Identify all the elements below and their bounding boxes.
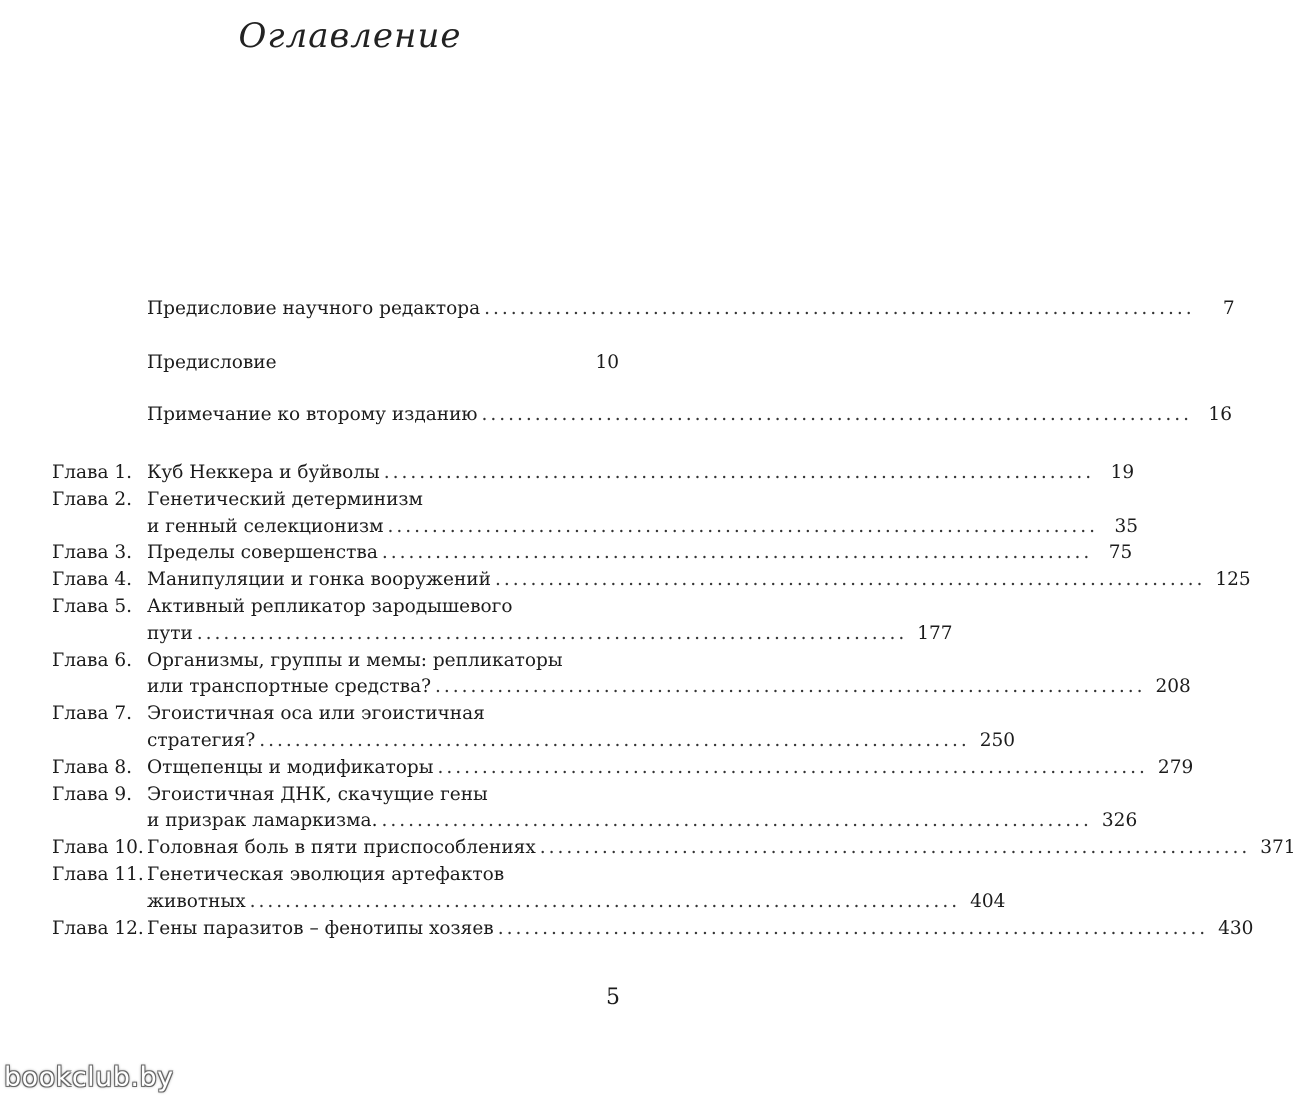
chapter-page: 404 — [970, 890, 1006, 912]
chapter-title: пути — [147, 622, 193, 644]
chapter-label: Глава 11. — [52, 863, 144, 885]
chapter-title: стратегия? — [147, 729, 256, 751]
toc-entry-second-edition-note — [147, 404, 1232, 425]
toc-chapter-entry — [0, 487, 1138, 541]
chapter-page: 430 — [1218, 917, 1254, 939]
chapter-title: Гены паразитов – фенотипы хозяев — [147, 917, 494, 939]
chapter-page: 75 — [1108, 542, 1133, 564]
toc-chapter-entry — [0, 648, 1191, 702]
toc-entry-page: 10 — [595, 352, 619, 373]
dot-leader: ................................................................................ — [259, 729, 970, 751]
toc-chapter-entry — [0, 862, 1006, 916]
chapter-page: 326 — [1101, 810, 1138, 832]
page-title: Оглавление — [238, 16, 462, 56]
chapter-title: Отщепенцы и модификаторы — [147, 756, 434, 778]
dot-leader: ................................................................................ — [249, 890, 961, 912]
chapter-label: Глава 6. — [52, 649, 133, 671]
dot-leader: ................................................................................ — [497, 917, 1209, 939]
chapter-page: 279 — [1157, 756, 1194, 778]
chapter-label: Глава 10. — [52, 837, 144, 859]
toc-chapter-entry — [0, 567, 1251, 594]
toc-chapter-entry — [0, 594, 953, 648]
dot-leader: ................................................................................ — [381, 542, 1093, 564]
toc-chapter-entry — [0, 701, 1016, 755]
chapter-label: Глава 5. — [52, 595, 133, 617]
chapter-title: и призрак ламаркизма. — [147, 810, 378, 832]
chapter-page: 177 — [917, 622, 953, 644]
chapter-title: животных — [147, 890, 246, 912]
chapter-title: Активный репликатор зародышевого — [147, 595, 513, 617]
chapter-label: Глава 7. — [52, 703, 133, 725]
toc-entry-text: Предисловие — [147, 352, 277, 373]
dot-leader: ................................................................................ — [437, 756, 1148, 778]
dot-leader: ................................................................................ — [539, 837, 1251, 859]
dot-leader: ................................................................................ — [381, 810, 1092, 832]
dot-leader: ................................................................................ — [494, 569, 1206, 591]
chapter-label: Глава 3. — [52, 542, 133, 564]
chapter-label: Глава 9. — [52, 783, 133, 805]
chapter-label: Глава 1. — [52, 462, 133, 483]
dot-leader: ................................................................................ — [481, 404, 1192, 425]
dot-leader: ................................................................................ — [383, 462, 1095, 483]
chapter-page: 371 — [1260, 837, 1296, 859]
chapter-title: Эгоистичная ДНК, скачущие гены — [147, 783, 488, 805]
chapter-title: Организмы, группы и мемы: репликаторы — [147, 649, 563, 671]
chapter-title: и генный селекционизм — [147, 515, 384, 537]
chapter-list — [0, 460, 1296, 942]
chapter-label: Глава 12. — [52, 917, 144, 939]
toc-entry-editor-preface — [147, 298, 1235, 319]
toc-chapter-entry — [0, 460, 1135, 487]
toc-chapter-entry — [0, 755, 1194, 782]
page-number: 5 — [606, 985, 620, 1010]
toc-chapter-entry — [0, 540, 1133, 567]
chapter-title: Генетический детерминизм — [147, 488, 423, 510]
dot-leader: ................................................................................ — [435, 676, 1146, 698]
chapter-title: Пределы совершенства — [147, 542, 378, 564]
toc-entry-text: Примечание ко второму изданию — [147, 404, 478, 425]
dot-leader: ................................................................................ — [196, 622, 908, 644]
chapter-title: Головная боль в пяти приспособлениях — [147, 837, 536, 859]
chapter-label: Глава 2. — [52, 488, 133, 510]
watermark-logo: bookclub.by — [4, 1062, 174, 1093]
toc-entry-page: 16 — [1208, 404, 1232, 425]
dot-leader: ................................................................................ — [387, 515, 1098, 537]
toc-chapter-entry — [0, 782, 1138, 836]
chapter-label: Глава 8. — [52, 756, 133, 778]
chapter-label: Глава 4. — [52, 569, 133, 591]
chapter-title: или транспортные средства? — [147, 676, 432, 698]
chapter-title: Куб Неккера и буйволы — [147, 462, 380, 483]
dot-leader: ................................................................................ — [484, 298, 1195, 319]
chapter-title: Эгоистичная оса или эгоистичная — [147, 703, 485, 725]
chapter-page: 19 — [1110, 462, 1135, 483]
toc-chapter-entry — [0, 835, 1296, 862]
toc-entry-text: Предисловие научного редактора — [147, 298, 481, 319]
chapter-page: 208 — [1155, 676, 1191, 698]
chapter-page: 250 — [979, 729, 1016, 751]
chapter-title: Манипуляции и гонка вооружений — [147, 569, 491, 591]
toc-chapter-entry — [0, 916, 1254, 943]
chapter-title: Генетическая эволюция артефактов — [147, 863, 505, 885]
toc-entry-preface — [147, 352, 619, 373]
toc-entry-page: 7 — [1222, 298, 1235, 319]
chapter-page: 125 — [1215, 569, 1251, 591]
chapter-page: 35 — [1114, 515, 1138, 537]
